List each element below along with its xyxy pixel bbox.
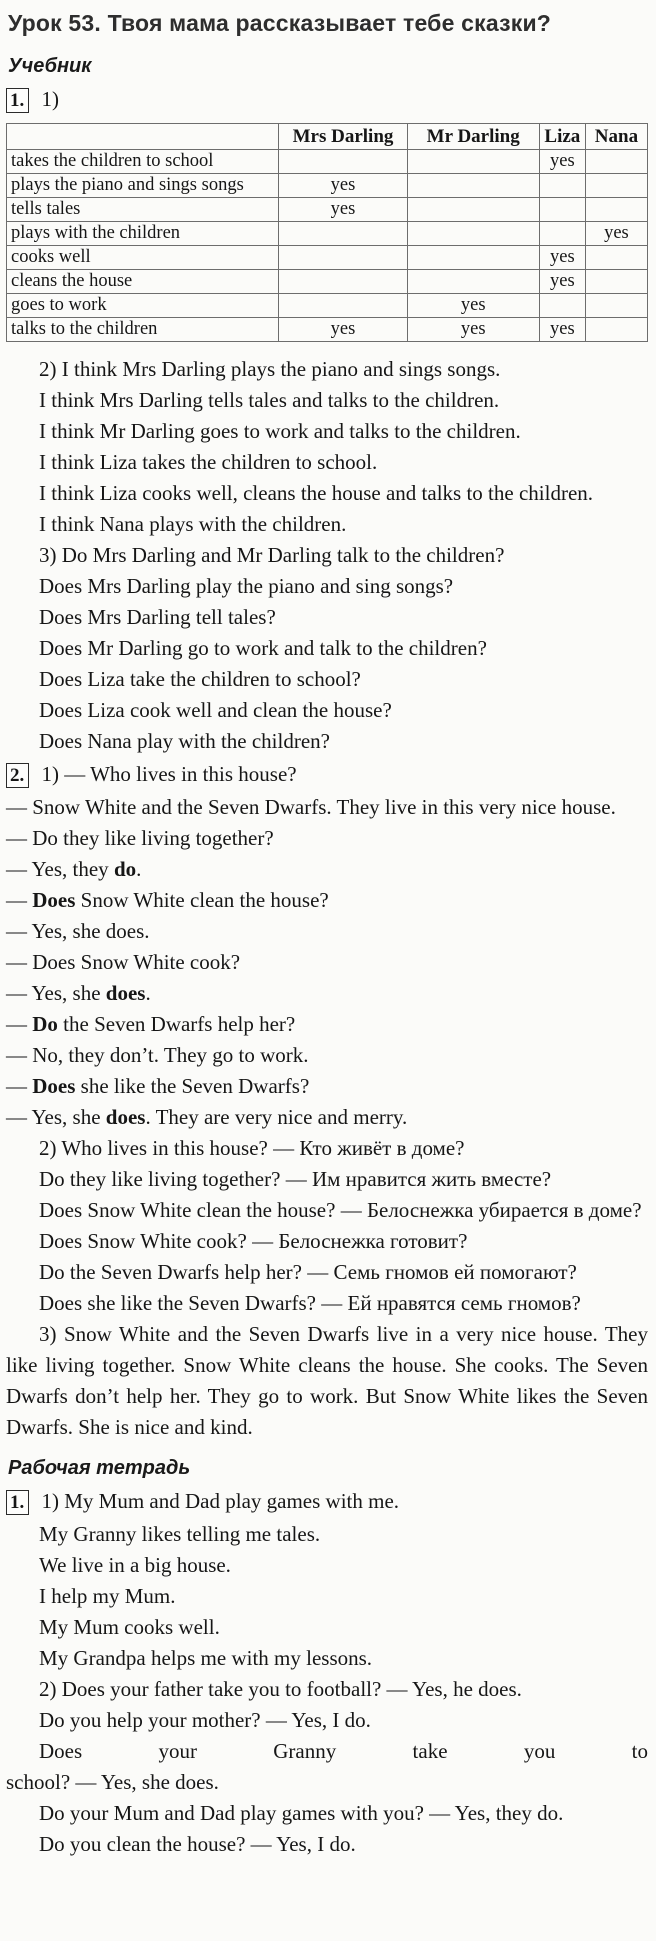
dialogue-line: — Does Snow White cook? bbox=[6, 950, 241, 974]
text-line: Does Nana play with the children? bbox=[39, 729, 330, 753]
text-line: 2) Does your father take you to football? — Yes, he does. bbox=[39, 1677, 522, 1701]
text-line: Does Mrs Darling play the piano and sing songs? bbox=[39, 574, 454, 598]
darling-family-table bbox=[6, 123, 648, 342]
table-row bbox=[7, 174, 648, 198]
dialogue-line: — Do the Seven Dwarfs help her? bbox=[6, 1012, 296, 1036]
dialogue-line: — Yes, she does. bbox=[6, 981, 151, 1005]
table-row bbox=[7, 318, 648, 342]
table-cell bbox=[585, 294, 647, 318]
table-cell: yes bbox=[585, 222, 647, 246]
text-line: My Grandpa helps me with my lessons. bbox=[39, 1646, 373, 1670]
workbook-1-number-box: 1. bbox=[6, 1490, 29, 1515]
table-cell bbox=[585, 198, 647, 222]
table-cell: yes bbox=[539, 246, 585, 270]
ex2-part2-translations bbox=[6, 1133, 648, 1319]
granny-question-stretched-part: Does your Granny take you to bbox=[39, 1739, 648, 1763]
text-line: Do the Seven Dwarfs help her? — Семь гномов ей помогают? bbox=[39, 1260, 577, 1284]
table-cell: yes bbox=[407, 294, 539, 318]
text-line: 3) Do Mrs Darling and Mr Darling talk to the children? bbox=[39, 543, 505, 567]
text-line: 2) I think Mrs Darling plays the piano and sings songs. bbox=[39, 357, 501, 381]
dialogue-line: — No, they don’t. They go to work. bbox=[6, 1043, 309, 1067]
table-cell bbox=[407, 198, 539, 222]
table-cell bbox=[407, 222, 539, 246]
wb1-part1-sentences bbox=[6, 1519, 648, 1674]
exercise-2-first-line: 1) — Who lives in this house? bbox=[41, 762, 297, 786]
table-cell bbox=[585, 318, 647, 342]
table-cell bbox=[279, 294, 407, 318]
exercise-1-part-label: 1) bbox=[41, 87, 59, 111]
granny-question-line bbox=[6, 1736, 648, 1798]
table-row bbox=[7, 294, 648, 318]
exercise-1-number-box: 1. bbox=[6, 88, 29, 113]
table-cell bbox=[279, 270, 407, 294]
row-label-cell: takes the children to school bbox=[7, 150, 279, 174]
table-header-mr-darling: Mr Darling bbox=[407, 124, 539, 150]
table-cell bbox=[539, 198, 585, 222]
row-label-cell: plays the piano and sings songs bbox=[7, 174, 279, 198]
text-line: Do your Mum and Dad play games with you? — Yes, they do. bbox=[39, 1801, 564, 1825]
table-cell: yes bbox=[279, 198, 407, 222]
table-cell bbox=[407, 174, 539, 198]
table-cell bbox=[407, 246, 539, 270]
table-row bbox=[7, 270, 648, 294]
workbook-1-header bbox=[6, 1486, 648, 1517]
table-row bbox=[7, 198, 648, 222]
dialogue-line: — Yes, they do. bbox=[6, 857, 142, 881]
granny-question-rest: school? — Yes, she does. bbox=[6, 1770, 219, 1794]
text-line: Does Mr Darling go to work and talk to the children? bbox=[39, 636, 487, 660]
dialogue-line: — Yes, she does. bbox=[6, 919, 150, 943]
table-cell bbox=[585, 246, 647, 270]
workbook-1-first-line: 1) My Mum and Dad play games with me. bbox=[41, 1489, 400, 1513]
ex1-part3-questions bbox=[6, 540, 648, 757]
text-line: We live in a big house. bbox=[39, 1553, 231, 1577]
table-cell: yes bbox=[279, 318, 407, 342]
table-header-row bbox=[7, 124, 648, 150]
table-row bbox=[7, 222, 648, 246]
row-label-cell: cleans the house bbox=[7, 270, 279, 294]
exercise-2-number-box: 2. bbox=[6, 763, 29, 788]
row-label-cell: plays with the children bbox=[7, 222, 279, 246]
row-label-cell: talks to the children bbox=[7, 318, 279, 342]
table-cell bbox=[407, 150, 539, 174]
ex2-dialogue bbox=[6, 792, 648, 1133]
text-line: I think Nana plays with the children. bbox=[39, 512, 347, 536]
table-cell: yes bbox=[279, 174, 407, 198]
text-line: Does she like the Seven Dwarfs? — Ей нравятся семь гномов? bbox=[39, 1291, 581, 1315]
dialogue-line: — Does she like the Seven Dwarfs? bbox=[6, 1074, 310, 1098]
table-cell: yes bbox=[539, 318, 585, 342]
table-cell bbox=[585, 150, 647, 174]
table-header-liza: Liza bbox=[539, 124, 585, 150]
table-cell bbox=[279, 246, 407, 270]
table-cell: yes bbox=[539, 270, 585, 294]
dialogue-line: — Snow White and the Seven Dwarfs. They live in this very nice house. bbox=[6, 795, 616, 819]
row-label-cell: cooks well bbox=[7, 246, 279, 270]
text-line: My Granny likes telling me tales. bbox=[39, 1522, 321, 1546]
text-line: I help my Mum. bbox=[39, 1584, 176, 1608]
table-cell bbox=[539, 174, 585, 198]
ex1-part2-answers bbox=[6, 354, 648, 540]
exercise-1-header bbox=[6, 84, 648, 115]
text-line: Do they like living together? — Им нравится жить вместе? bbox=[39, 1167, 552, 1191]
text-line: Does Mrs Darling tell tales? bbox=[39, 605, 276, 629]
text-line: Does Liza take the children to school? bbox=[39, 667, 361, 691]
text-line: 2) Who lives in this house? — Кто живёт в доме? bbox=[39, 1136, 465, 1160]
table-cell bbox=[585, 270, 647, 294]
text-line: I think Mrs Darling tells tales and talks to the children. bbox=[39, 388, 500, 412]
table-row bbox=[7, 150, 648, 174]
table-header-nana: Nana bbox=[585, 124, 647, 150]
section-heading-workbook: Рабочая тетрадь bbox=[8, 1457, 191, 1479]
text-line: Does Liza cook well and clean the house? bbox=[39, 698, 392, 722]
table-header-mrs-darling: Mrs Darling bbox=[279, 124, 407, 150]
ex2-part3-text: 3) Snow White and the Seven Dwarfs live in a very nice house. They like living together. Snow White cleans the house. She cooks. The Seven Dwarfs don’t help her. They go to work. But Snow White likes the Seven Dwarfs. She is nice and kind. bbox=[6, 1322, 648, 1439]
dialogue-line: — Yes, she does. They are very nice and merry. bbox=[6, 1105, 408, 1129]
row-label-cell: goes to work bbox=[7, 294, 279, 318]
table-cell bbox=[585, 174, 647, 198]
text-line: Does Snow White clean the house? — Белоснежка убирается в доме? bbox=[39, 1198, 642, 1222]
table-cell bbox=[539, 222, 585, 246]
table-cell bbox=[279, 150, 407, 174]
page-title: Урок 53. Твоя мама рассказывает тебе сказки? bbox=[8, 10, 552, 36]
wb1-part2-qa bbox=[6, 1674, 648, 1860]
text-line: I think Liza takes the children to school. bbox=[39, 450, 378, 474]
dialogue-line: — Does Snow White clean the house? bbox=[6, 888, 329, 912]
text-line: Do you clean the house? — Yes, I do. bbox=[39, 1832, 356, 1856]
table-cell bbox=[279, 222, 407, 246]
dialogue-line: — Do they like living together? bbox=[6, 826, 274, 850]
table-cell bbox=[407, 270, 539, 294]
exercise-2-header bbox=[6, 759, 648, 790]
text-line: Does Snow White cook? — Белоснежка готовит? bbox=[39, 1229, 468, 1253]
text-line: My Mum cooks well. bbox=[39, 1615, 220, 1639]
table-row bbox=[7, 246, 648, 270]
table-cell: yes bbox=[407, 318, 539, 342]
text-line: Do you help your mother? — Yes, I do. bbox=[39, 1708, 371, 1732]
table-corner-cell bbox=[7, 124, 279, 150]
table-cell: yes bbox=[539, 150, 585, 174]
row-label-cell: tells tales bbox=[7, 198, 279, 222]
text-line: I think Liza cooks well, cleans the house and talks to the children. bbox=[39, 481, 594, 505]
section-heading-textbook: Учебник bbox=[8, 55, 92, 77]
text-line: I think Mr Darling goes to work and talks to the children. bbox=[39, 419, 521, 443]
table-cell bbox=[539, 294, 585, 318]
